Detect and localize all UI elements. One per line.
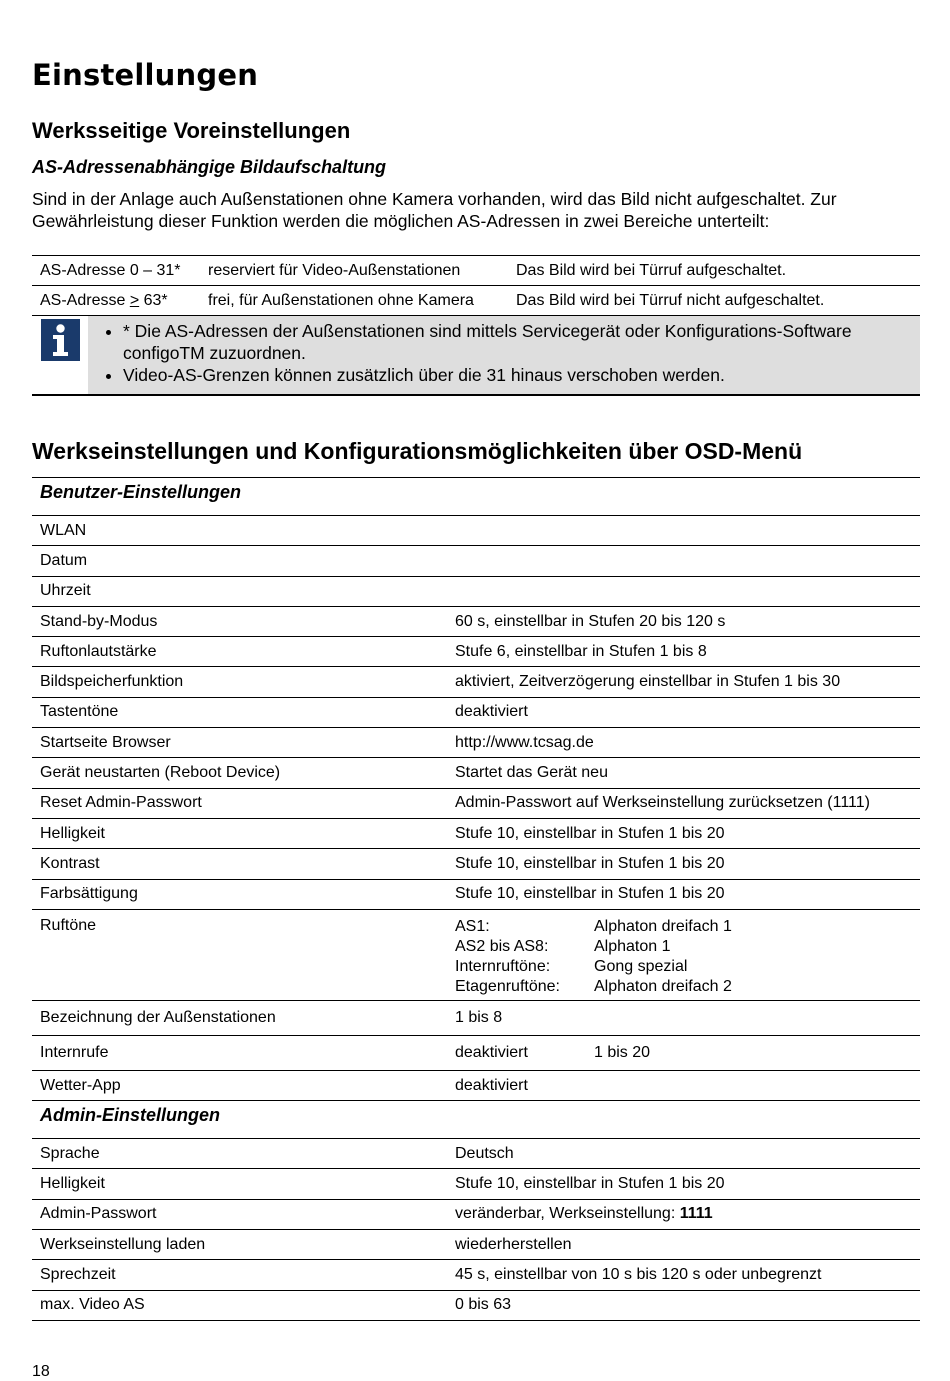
as-address-suffix: 63* xyxy=(139,291,168,309)
setting-key: Werkseinstellung laden xyxy=(40,1235,206,1253)
as-address: AS-Adresse 0 – 31* xyxy=(40,261,181,279)
list-item: • * Die AS-Adressen der Außenstationen sind mittels Servicegerät oder Konfigurations-Software configoTM zuzuordnen. xyxy=(123,320,920,364)
setting-key: Sprechzeit xyxy=(40,1265,116,1283)
table-row xyxy=(32,849,920,879)
setting-value xyxy=(455,1205,920,1223)
table-row xyxy=(32,1291,920,1321)
setting-key: Ruftonlautstärke xyxy=(40,642,157,660)
section-heading-voreinstellungen: Werksseitige Voreinstellungen xyxy=(32,118,351,143)
setting-value: 45 s, einstellbar von 10 s bis 120 s oder unbegrenzt xyxy=(455,1265,822,1283)
setting-value: http://www.tcsag.de xyxy=(455,733,594,751)
table-row xyxy=(32,758,920,788)
setting-key: Internrufe xyxy=(40,1043,109,1061)
table-row xyxy=(32,667,920,697)
table-row xyxy=(32,516,920,546)
note-list xyxy=(88,320,920,386)
table-row xyxy=(32,698,920,728)
admin-settings-heading: Admin-Einstellungen xyxy=(40,1105,220,1126)
page-number: 18 xyxy=(32,1363,50,1380)
setting-value: Stufe 10, einstellbar in Stufen 1 bis 20 xyxy=(455,824,725,842)
setting-key: Uhrzeit xyxy=(40,582,91,600)
table-row xyxy=(32,1169,920,1199)
as-result: Das Bild wird bei Türruf nicht aufgeschaltet. xyxy=(516,291,825,309)
ruftoene-label: Etagenruftöne: xyxy=(455,977,560,995)
setting-key: Ruftöne xyxy=(40,916,97,934)
admin-password-text: veränderbar, Werkseinstellung: xyxy=(455,1205,680,1223)
ruftoene-label: AS1: xyxy=(455,917,490,935)
table-row xyxy=(32,607,920,637)
setting-key: Reset Admin-Passwort xyxy=(40,794,202,812)
setting-value: 60 s, einstellbar in Stufen 20 bis 120 s xyxy=(455,612,726,630)
setting-value: Stufe 10, einstellbar in Stufen 1 bis 20 xyxy=(455,1175,725,1193)
info-note xyxy=(32,316,920,396)
as-usage: frei, für Außenstationen ohne Kamera xyxy=(208,291,474,309)
table-row-ruftoene xyxy=(32,910,920,1001)
setting-key: Bildspeicherfunktion xyxy=(40,673,184,691)
table-row xyxy=(32,1036,920,1071)
setting-value xyxy=(455,1044,920,1062)
osd-settings-table xyxy=(32,477,920,1321)
intro-paragraph: Sind in der Anlage auch Außenstationen ohne Kamera vorhanden, wird das Bild nicht aufgeschaltet. Zur Gewährleistung dieser Funktion werden die möglichen AS-Adressen in zwei Bereiche unterteilt: xyxy=(32,189,837,231)
list-item: • Video-AS-Grenzen können zusätzlich über die 31 hinaus verschoben werden. xyxy=(123,364,920,386)
setting-key: Gerät neustarten (Reboot Device) xyxy=(40,764,281,782)
subheading-bildaufschaltung: AS-Adressenabhängige Bildaufschaltung xyxy=(32,157,387,177)
setting-value: Stufe 10, einstellbar in Stufen 1 bis 20 xyxy=(455,885,725,903)
user-settings-heading: Benutzer-Einstellungen xyxy=(40,482,242,502)
ruftoene-value: Gong spezial xyxy=(594,957,688,975)
setting-value: Stufe 6, einstellbar in Stufen 1 bis 8 xyxy=(455,642,707,660)
as-address xyxy=(32,292,208,310)
setting-value: Deutsch xyxy=(455,1144,514,1162)
table-row xyxy=(32,577,920,607)
table-row xyxy=(32,819,920,849)
table-row xyxy=(32,1001,920,1036)
table-row xyxy=(32,880,920,910)
setting-key: Wetter-App xyxy=(40,1076,121,1094)
setting-value: wiederherstellen xyxy=(455,1235,572,1253)
setting-key: Admin-Passwort xyxy=(40,1205,157,1223)
page-title: Einstellungen xyxy=(32,58,259,92)
setting-value: 1 bis 8 xyxy=(455,1008,503,1026)
setting-value: deaktiviert xyxy=(455,1076,528,1094)
ruftoene-value: Alphaton 1 xyxy=(594,937,671,955)
setting-value: deaktiviert xyxy=(455,703,528,721)
setting-value: aktiviert, Zeitverzögerung einstellbar in Stufen 1 bis 30 xyxy=(455,673,841,691)
setting-key: Datum xyxy=(40,551,88,569)
setting-value: Admin-Passwort auf Werkseinstellung zurücksetzen (1111) xyxy=(455,794,870,812)
as-usage: reserviert für Video-Außenstationen xyxy=(208,261,461,279)
setting-key: Helligkeit xyxy=(40,824,105,842)
setting-key: Bezeichnung der Außenstationen xyxy=(40,1008,276,1026)
setting-key: Startseite Browser xyxy=(40,733,171,751)
internrufe-state: deaktiviert xyxy=(455,1043,528,1061)
section-heading-osd: Werkseinstellungen und Konfigurationsmöglichkeiten über OSD-Menü xyxy=(32,438,803,464)
as-address-symbol: > xyxy=(129,291,140,309)
table-row xyxy=(32,286,920,316)
info-box xyxy=(88,316,920,394)
table-row xyxy=(32,1071,920,1101)
table-row xyxy=(32,546,920,576)
section-row-admin xyxy=(32,1101,920,1139)
table-row xyxy=(32,728,920,758)
setting-value: Startet das Gerät neu xyxy=(455,764,608,782)
table-row xyxy=(32,1230,920,1260)
ruftoene-label: Internruftöne: xyxy=(455,957,551,975)
admin-password-default: 1111 xyxy=(679,1205,713,1223)
internrufe-range: 1 bis 20 xyxy=(594,1043,651,1061)
table-row xyxy=(32,637,920,667)
info-icon xyxy=(41,319,80,361)
table-row xyxy=(32,789,920,819)
setting-key: WLAN xyxy=(40,521,87,539)
ruftoene-value: Alphaton dreifach 2 xyxy=(594,977,732,995)
ruftoene-label: AS2 bis AS8: xyxy=(455,937,549,955)
setting-key: Kontrast xyxy=(40,854,100,872)
section-row-user xyxy=(32,478,920,516)
table-row xyxy=(32,1200,920,1230)
table-row xyxy=(32,1260,920,1290)
ruftoene-list xyxy=(455,917,920,996)
setting-key: Stand-by-Modus xyxy=(40,612,158,630)
as-result: Das Bild wird bei Türruf aufgeschaltet. xyxy=(516,261,787,279)
setting-key: Helligkeit xyxy=(40,1175,105,1193)
setting-key: Sprache xyxy=(40,1144,100,1162)
setting-key: Farbsättigung xyxy=(40,885,138,903)
setting-key: Tastentöne xyxy=(40,703,119,721)
setting-key: max. Video AS xyxy=(40,1296,145,1314)
table-row xyxy=(32,1139,920,1169)
as-address-prefix: AS-Adresse xyxy=(40,291,130,309)
setting-value: 0 bis 63 xyxy=(455,1296,512,1314)
ruftoene-value: Alphaton dreifach 1 xyxy=(594,917,732,935)
as-address-table xyxy=(32,255,920,316)
table-row xyxy=(32,256,920,286)
setting-value: Stufe 10, einstellbar in Stufen 1 bis 20 xyxy=(455,854,725,872)
